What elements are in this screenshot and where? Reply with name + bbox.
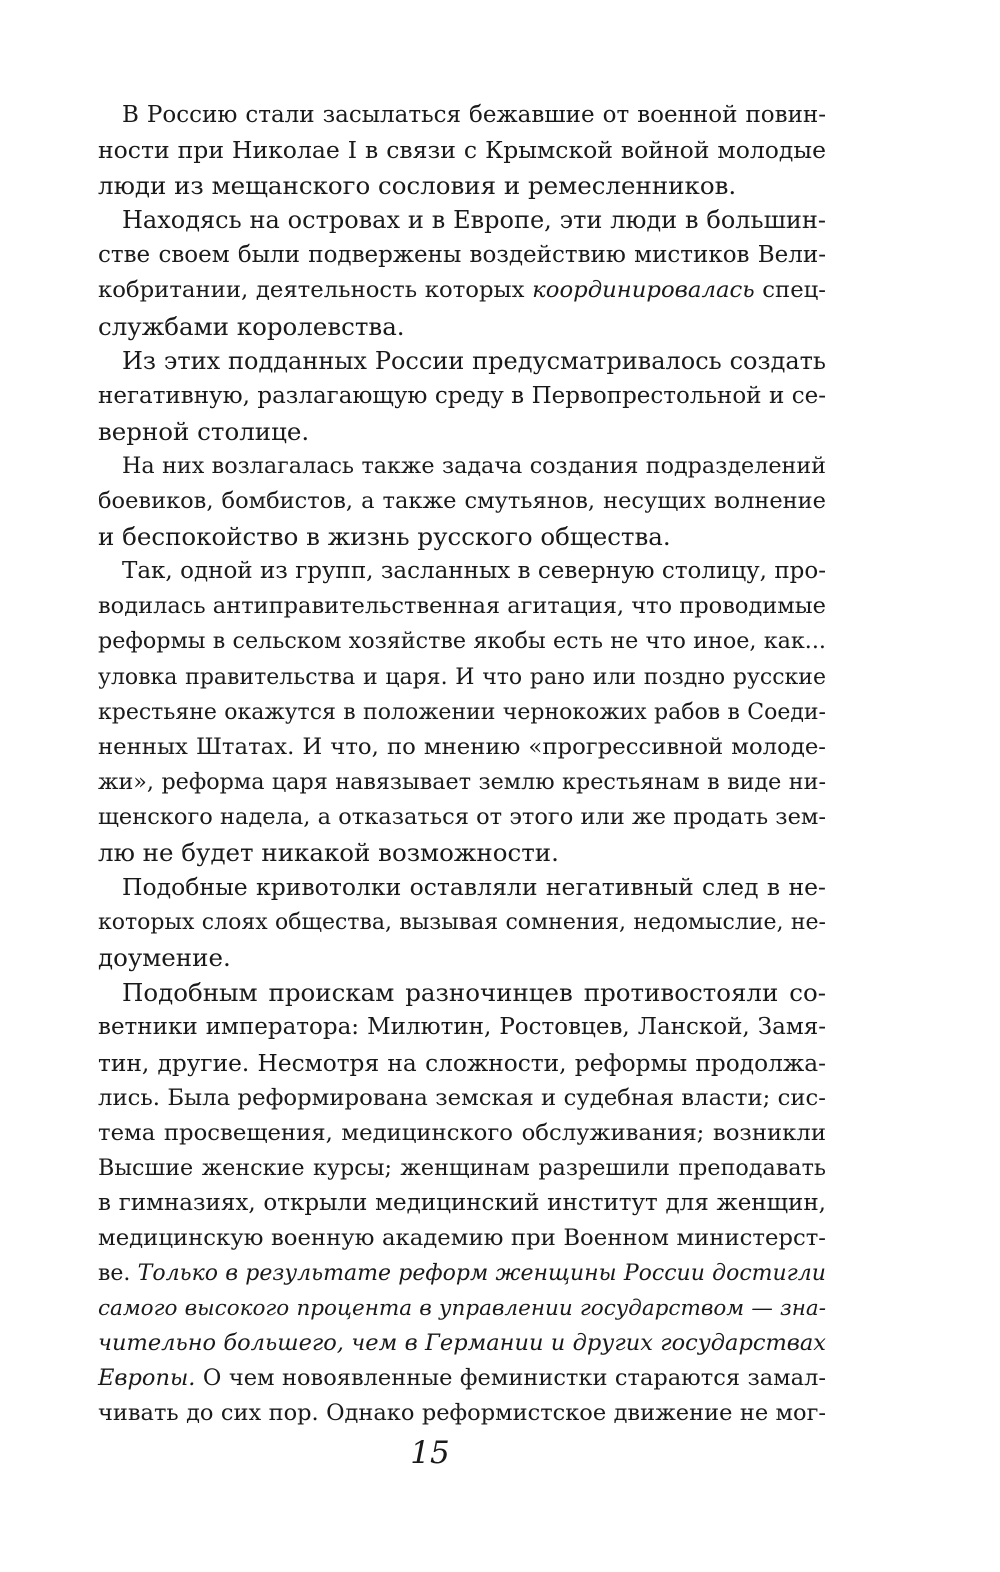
- paragraph: [98, 98, 826, 203]
- text-line: реформы в сельском хозяйстве якобы есть не что иное, как...: [98, 628, 826, 655]
- paragraph: [98, 203, 826, 343]
- text-line: медицинскую военную академию при Военном министерст-: [98, 1225, 826, 1251]
- text-line: стве своем были подвержены воздействию мистиков Вели-: [98, 242, 826, 269]
- text-line: Находясь на островах и в Европе, эти люди в большин-: [122, 206, 826, 235]
- italic-text: Европы.: [98, 1365, 196, 1392]
- text-line: тема просвещения, медицинского обслуживания; возникли: [98, 1119, 826, 1146]
- page-number: 15: [410, 1435, 450, 1471]
- text-line: Так, одной из групп, засланных в северную столицу, про-: [122, 558, 826, 585]
- text-line: лю не будет никакой возможности.: [98, 837, 559, 867]
- text-line: боевиков, бомбистов, а также смутьянов, несущих волнение: [98, 488, 826, 515]
- italic-text: координировалась: [532, 277, 755, 304]
- text-line: лись. Была реформирована земская и судебная власти; сис-: [98, 1084, 826, 1111]
- text-line: в гимназиях, открыли медицинский институт для женщин,: [98, 1189, 826, 1216]
- text-line: Подобным проискам разночинцев противостояли со-: [122, 978, 826, 1008]
- text-line: [98, 273, 826, 308]
- text-line: чительно большего, чем в Германии и других государствах: [98, 1330, 826, 1357]
- text-segment: кобритании, деятельность которых: [98, 277, 533, 304]
- text-segment: спец-: [754, 277, 826, 304]
- text-line: негативную, разлагающую среду в Первопрестольной и се-: [98, 382, 826, 409]
- paragraph: [98, 344, 826, 449]
- text-line: самого высокого процента в управлении государством — зна-: [98, 1296, 826, 1322]
- text-line: тин, другие. Несмотря на сложности, реформы продолжа-: [98, 1049, 826, 1077]
- text-line: [98, 1361, 826, 1396]
- text-line: [98, 1256, 826, 1291]
- text-line: водилась антиправительственная агитация, что проводимые: [98, 593, 826, 620]
- text-line: ветники императора: Милютин, Ростовцев, Ланской, Замя-: [98, 1014, 826, 1041]
- text-line: люди из мещанского сословия и ремесленников.: [98, 171, 737, 201]
- body-text: [98, 98, 826, 1432]
- text-line: которых слоях общества, вызывая сомнения, недомыслие, не-: [98, 910, 826, 936]
- text-line: доумение.: [98, 943, 231, 973]
- text-line: Из этих подданных России предусматривалось создать: [122, 346, 826, 375]
- text-line: Высшие женские курсы; женщинам разрешили преподавать: [98, 1154, 826, 1181]
- text-line: чивать до сих пор. Однако реформистское движение не мог-: [98, 1400, 826, 1427]
- text-line: ности при Николае I в связи с Крымской войной молодые: [98, 136, 826, 165]
- text-line: В Россию стали засылаться бежавшие от военной повин-: [122, 102, 826, 128]
- paragraph: [98, 975, 826, 1431]
- paragraph: [98, 449, 826, 554]
- text-line: ненных Штатах. И что, по мнению «прогрессивной молоде-: [98, 733, 826, 760]
- paragraph: [98, 870, 826, 975]
- text-line: Подобные кривотолки оставляли негативный след в не-: [122, 873, 826, 902]
- text-line: крестьяне окажутся в положении чернокожих рабов в Соеди-: [98, 699, 826, 725]
- text-line: верной столице.: [98, 416, 310, 446]
- text-line: щенского надела, а отказаться от этого или же продать зем-: [98, 803, 826, 830]
- text-line: жи», реформа царя навязывает землю крестьянам в виде ни-: [98, 768, 826, 795]
- text-line: уловка правительства и царя. И что рано или поздно русские: [98, 664, 826, 690]
- text-segment: ве.: [98, 1261, 138, 1287]
- paragraph: [98, 554, 826, 870]
- text-segment: О чем новоявленные феминистки стараются замал-: [195, 1365, 826, 1392]
- text-line: и беспокойство в жизнь русского общества.: [98, 522, 671, 552]
- text-line: На них возлагалась также задача создания подразделений: [122, 452, 826, 479]
- text-line: службами королевства.: [98, 311, 405, 341]
- italic-text: Только в результате реформ женщины России достигли: [137, 1261, 826, 1287]
